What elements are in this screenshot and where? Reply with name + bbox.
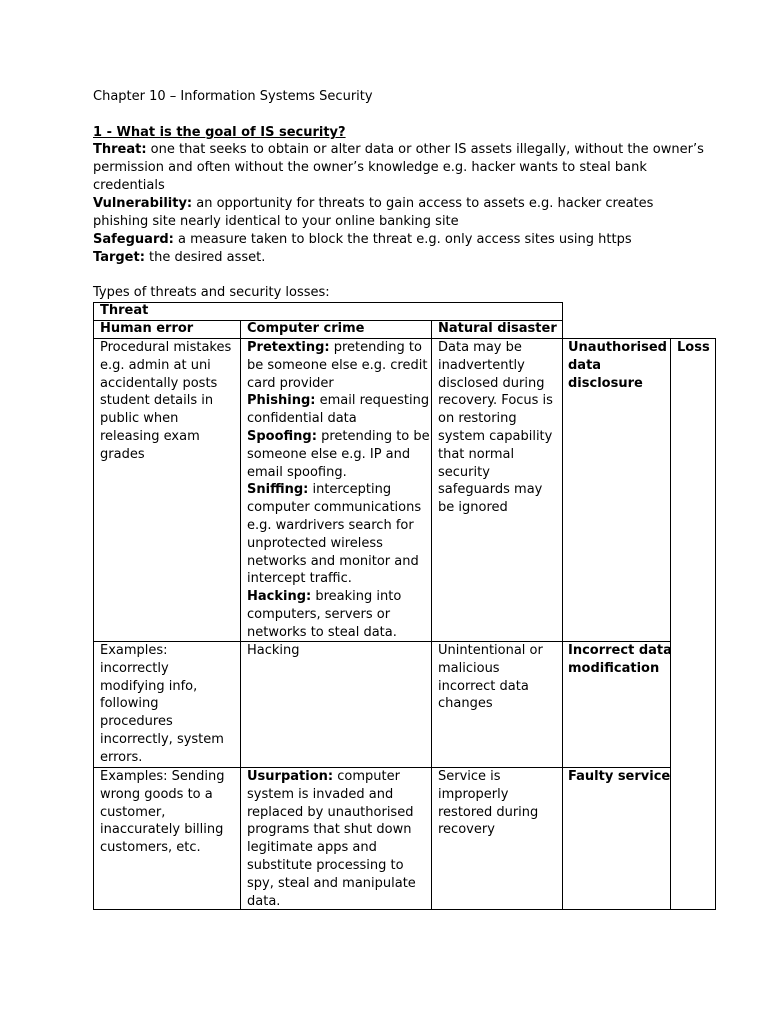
cell-line: incorrect data	[438, 678, 529, 694]
cell-line	[247, 768, 416, 786]
cell-line: incorrectly	[100, 660, 169, 676]
term-text: email requesting	[315, 393, 430, 409]
cell-line	[247, 875, 416, 893]
term-text: computer communications	[247, 500, 422, 516]
term-text: computer	[333, 769, 400, 784]
column-header-human-error: Human error	[100, 321, 194, 336]
cell-row2-computer-crime	[247, 642, 300, 660]
target-text: the desired asset.	[144, 250, 266, 265]
term-text: system is invaded and	[247, 786, 394, 802]
grid-line	[240, 320, 241, 910]
term-text: card provider	[247, 375, 334, 391]
term-text: legitimate apps and	[247, 840, 377, 856]
term-text: breaking into	[311, 589, 402, 605]
cell-line	[247, 839, 416, 857]
term-text: Hacking	[247, 643, 300, 658]
cell-line	[247, 375, 430, 393]
cell-line: system capability	[438, 428, 553, 444]
cell-line	[247, 893, 416, 911]
grid-line	[715, 338, 716, 910]
chapter-title: Chapter 10 – Information Systems Security	[93, 89, 373, 104]
cell-row1-loss	[568, 339, 667, 392]
cell-line: Unintentional or	[438, 643, 543, 658]
cell-line	[247, 804, 416, 822]
cell-line: inaccurately billing	[100, 822, 224, 838]
cell-row3-computer-crime	[247, 768, 416, 910]
cell-line: improperly	[438, 786, 509, 802]
cell-line: incorrectly, system	[100, 731, 224, 747]
cell-line: modifying info,	[100, 678, 198, 694]
cell-line: student details in	[100, 393, 214, 409]
cell-line: recovery. Focus is	[438, 393, 553, 409]
term-text: spy, steal and manipulate	[247, 875, 416, 891]
cell-line: security	[438, 464, 490, 480]
cell-line	[247, 570, 430, 588]
loss-header: Loss	[677, 340, 710, 355]
cell-row2-natural-disaster	[438, 642, 543, 713]
cell-line: errors.	[100, 749, 143, 765]
cell-line	[247, 392, 430, 410]
cell-line: on restoring	[438, 411, 517, 427]
cell-row3-natural-disaster	[438, 768, 538, 839]
column-header-computer-crime: Computer crime	[247, 321, 365, 336]
cell-line: Faulty service	[568, 769, 671, 784]
threat-term: Threat:	[93, 142, 147, 157]
safeguard-term: Safeguard:	[93, 232, 174, 247]
grid-line	[93, 302, 563, 303]
cell-line	[247, 339, 430, 357]
threat-header: Threat	[100, 303, 149, 318]
cell-line: wrong goods to a	[100, 786, 213, 802]
cell-line	[247, 446, 430, 464]
cell-line	[247, 786, 416, 804]
vulnerability-definition-line-1	[93, 195, 653, 213]
cell-line: restored during	[438, 804, 539, 820]
grid-line	[93, 302, 94, 910]
threat-definition-line-3: credentials	[93, 178, 165, 193]
cell-line: disclosed during	[438, 375, 545, 391]
grid-line	[670, 338, 671, 910]
term-text: intercept traffic.	[247, 571, 352, 587]
cell-line: public when	[100, 411, 179, 427]
term-label: Spoofing:	[247, 428, 317, 444]
cell-row1-natural-disaster	[438, 339, 553, 517]
cell-line: be ignored	[438, 500, 508, 516]
cell-line	[247, 357, 430, 375]
cell-line: customer,	[100, 804, 166, 820]
target-definition	[93, 249, 265, 267]
section-heading: 1 - What is the goal of IS security?	[93, 125, 346, 140]
term-text: unprotected wireless	[247, 535, 383, 551]
term-text: substitute processing to	[247, 857, 404, 873]
term-text: data.	[247, 893, 281, 909]
term-text: replaced by unauthorised	[247, 804, 414, 820]
cell-line	[247, 857, 416, 875]
cell-line: data	[568, 357, 602, 373]
cell-line	[247, 553, 430, 571]
cell-line: releasing exam	[100, 428, 200, 444]
cell-line	[247, 428, 430, 446]
grid-line	[562, 302, 563, 910]
cell-line	[247, 410, 430, 428]
cell-line	[247, 517, 430, 535]
vulnerability-definition-line-2: phishing site nearly identical to your online banking site	[93, 214, 459, 229]
cell-line: Data may be	[438, 340, 522, 355]
term-text: networks to steal data.	[247, 624, 397, 640]
cell-row2-human-error	[100, 642, 224, 767]
grid-line	[431, 320, 432, 910]
cell-line: Examples:	[100, 643, 168, 658]
safeguard-definition	[93, 231, 632, 249]
cell-line: grades	[100, 446, 145, 462]
term-label: Usurpation:	[247, 769, 334, 784]
cell-line: inadvertently	[438, 357, 525, 373]
cell-line: accidentally posts	[100, 375, 218, 391]
cell-line	[247, 535, 430, 553]
cell-line: modification	[568, 660, 660, 676]
term-text: pretending to be	[316, 428, 430, 444]
cell-line	[247, 624, 430, 642]
cell-line	[247, 642, 300, 660]
term-text: computers, servers or	[247, 606, 391, 622]
cell-line: safeguards may	[438, 482, 543, 498]
term-label: Phishing:	[247, 393, 316, 409]
cell-line	[247, 588, 430, 606]
term-text: networks and monitor and	[247, 553, 419, 569]
cell-line	[247, 499, 430, 517]
threat-text: one that seeks to obtain or alter data or other IS assets illegally, without the owner’s	[146, 142, 704, 157]
safeguard-text: a measure taken to block the threat e.g. only access sites using https	[173, 232, 632, 247]
term-text: be someone else e.g. credit	[247, 357, 428, 373]
term-text: intercepting	[308, 482, 392, 498]
term-label: Sniffing:	[247, 482, 309, 498]
cell-line: recovery	[438, 822, 495, 838]
cell-line: Procedural mistakes	[100, 340, 232, 355]
cell-row1-human-error	[100, 339, 231, 464]
cell-line	[247, 606, 430, 624]
cell-line	[247, 481, 430, 499]
target-term: Target:	[93, 250, 145, 265]
cell-row2-loss	[568, 642, 672, 678]
cell-line: disclosure	[568, 375, 643, 391]
cell-line	[247, 464, 430, 482]
cell-line: Incorrect data	[568, 643, 672, 658]
cell-line: changes	[438, 696, 493, 712]
threat-definition-line-2: permission and often without the owner’s knowledge e.g. hacker wants to steal bank	[93, 160, 647, 175]
cell-line: customers, etc.	[100, 840, 201, 856]
term-text: pretending to	[329, 340, 422, 355]
term-text: confidential data	[247, 411, 357, 427]
cell-line: Service is	[438, 769, 501, 784]
cell-line	[247, 821, 416, 839]
vulnerability-text: an opportunity for threats to gain access to assets e.g. hacker creates	[192, 196, 654, 211]
cell-line: procedures	[100, 714, 173, 730]
cell-row3-loss	[568, 768, 670, 786]
cell-line: Unauthorised	[568, 340, 667, 355]
threat-definition-line-1	[93, 141, 704, 159]
cell-line: that normal	[438, 446, 515, 462]
term-label: Hacking:	[247, 589, 312, 605]
cell-line: following	[100, 696, 159, 712]
cell-line: malicious	[438, 660, 500, 676]
term-text: someone else e.g. IP and	[247, 446, 411, 462]
term-text: email spoofing.	[247, 464, 347, 480]
cell-row3-human-error	[100, 768, 225, 857]
term-text: programs that shut down	[247, 822, 412, 838]
term-label: Pretexting:	[247, 340, 330, 355]
cell-line: e.g. admin at uni	[100, 357, 211, 373]
vulnerability-term: Vulnerability:	[93, 196, 193, 211]
term-text: e.g. wardrivers search for	[247, 517, 414, 533]
column-header-natural-disaster: Natural disaster	[438, 321, 557, 336]
cell-line: Examples: Sending	[100, 769, 225, 784]
table-intro: Types of threats and security losses:	[93, 285, 330, 300]
cell-row1-computer-crime	[247, 339, 430, 642]
